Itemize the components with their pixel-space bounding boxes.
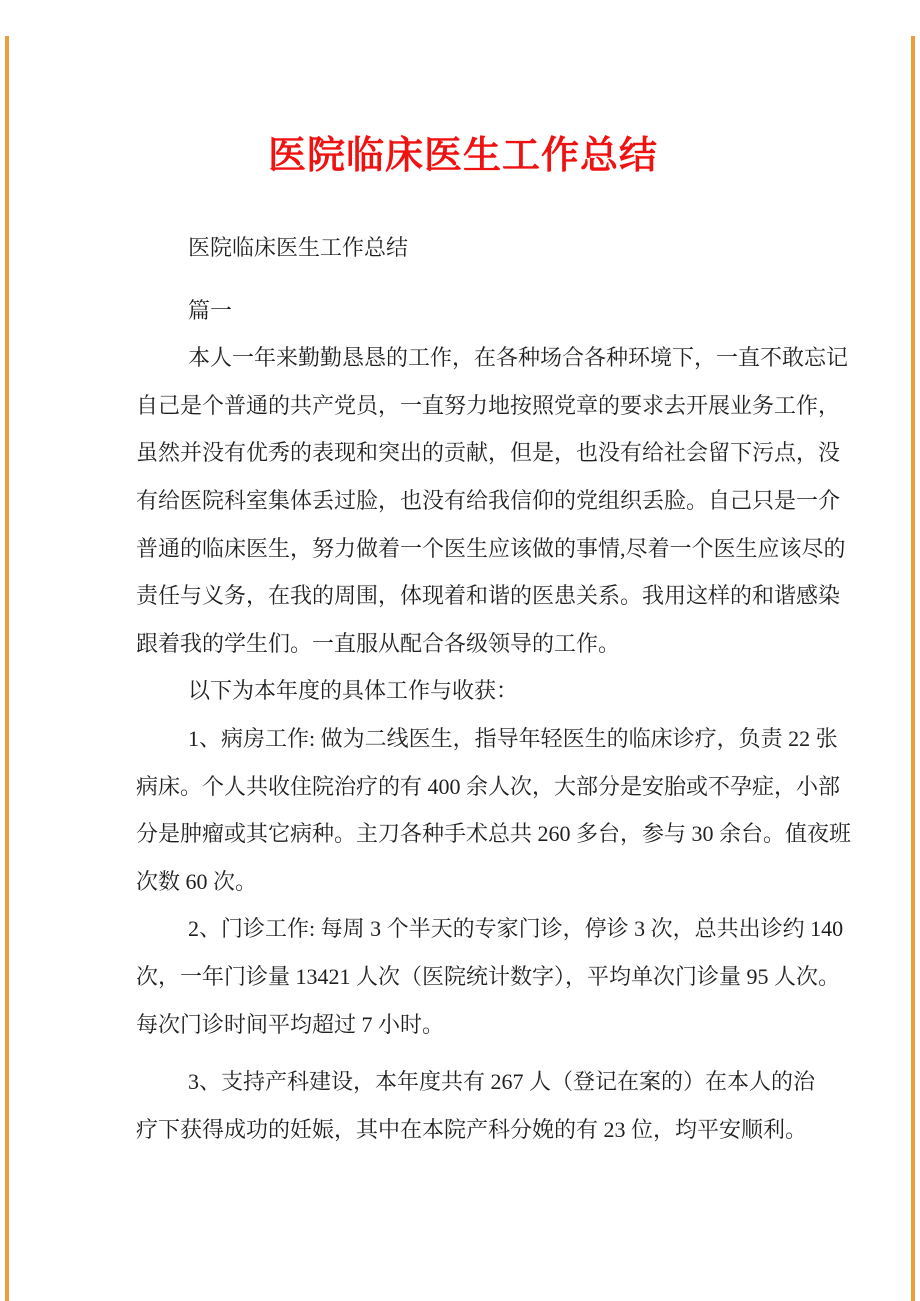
document-body [136,0,852,1153]
document-title: 医院临床医生工作总结 [267,135,658,177]
paragraph-line: 病床。个人共收住院治疗的有 400 余人次，大部分是安胎或不孕症，小部 [136,773,841,799]
paragraph-line: 以下为本年度的具体工作与收获： [188,678,519,704]
paragraph-line: 跟着我的学生们。一直服从配合各级领导的工作。 [136,630,621,656]
page-border-left-line [5,36,9,1301]
paragraph-line: 2、门诊工作: 每周 3 个半天的专家门诊，停诊 3 次，总共出诊约 140 [188,916,844,942]
paragraph-line: 有给医院科室集体丢过脸，也没有给我信仰的党组织丢脸。自己只是一介 [136,487,841,513]
paragraph-line: 次数 60 次。 [136,868,258,894]
paragraph-line: 3、支持产科建设，本年度共有 267 人（登记在案的）在本人的治 [188,1069,816,1095]
paragraph-line: 1、病房工作: 做为二线医生，指导年轻医生的临床诊疗，负责 22 张 [188,725,838,751]
paragraphs-block [136,224,852,1153]
paragraph-line: 自己是个普通的共产党员，一直努力地按照党章的要求去开展业务工作， [136,392,841,418]
paragraph-line: 每次门诊时间平均超过 7 小时。 [136,1011,445,1037]
page-border-right-line [911,36,915,1301]
paragraph-line: 本人一年来勤勤恳恳的工作，在各种场合各种环境下，一直不敢忘记 [188,345,849,371]
paragraph-line: 分是肿瘤或其它病种。主刀各种手术总共 260 多台，参与 30 余台。值夜班 [136,821,852,847]
paragraph-line: 疗下获得成功的妊娠，其中在本院产科分娩的有 23 位，均平安顺利。 [136,1116,808,1142]
paragraph-line: 篇一 [188,297,233,323]
paragraph-line: 虽然并没有优秀的表现和突出的贡献，但是，也没有给社会留下污点，没 [136,440,841,466]
paragraph-line: 次，一年门诊量 13421 人次（医院统计数字），平均单次门诊量 95 人次。 [136,963,841,989]
paragraph-line: 责任与义务，在我的周围，体现着和谐的医患关系。我用这样的和谐感染 [136,583,841,609]
paragraph-line: 普通的临床医生，努力做着一个医生应该做的事情,尽着一个医生应该尽的 [136,535,846,561]
paragraph-line: 医院临床医生工作总结 [188,235,409,260]
